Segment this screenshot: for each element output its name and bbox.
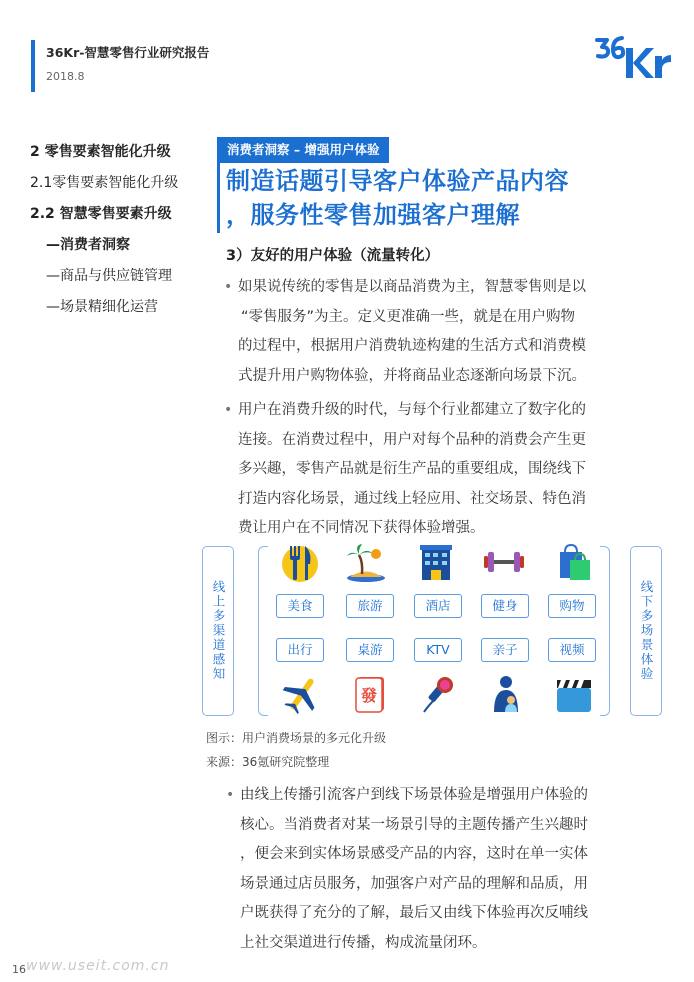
restaurant-icon <box>280 542 320 582</box>
bullet-line: 如果说传统的零售是以商品消费为主，智慧零售则是以 <box>238 279 586 295</box>
bullet-line: 式提升用户购物体验，并将商品业态逐渐向场景下沉。 <box>238 367 586 384</box>
scene-tag-video: 视频 <box>548 638 596 662</box>
header-accent-bar <box>31 40 35 92</box>
online-channels-label: 线上多渠道感知 <box>211 580 226 682</box>
scene-tag-ktv: KTV <box>414 638 462 662</box>
toc-item-supply-chain[interactable]: —商品与供应链管理 <box>46 268 172 284</box>
report-date: 2018.8 <box>46 70 85 83</box>
36kr-logo <box>594 34 672 80</box>
mahjong-char: 發 <box>360 686 378 705</box>
title-accent-rule <box>217 163 220 233</box>
watermark: www.useit.com.cn <box>26 958 170 974</box>
bullet-line: 场景通过店员服务，加强客户对产品的理解和品质，用 <box>240 875 588 892</box>
online-channels-box <box>202 546 234 716</box>
mahjong-icon <box>350 674 390 714</box>
bullet-line: 打造内容化场景，通过线上轻应用、社交场景、特色消 <box>238 490 586 507</box>
bullet-line: 由线上传播引流客户到线下场景体验是增强用户体验的 <box>240 787 588 803</box>
bullet-paragraph-1 <box>224 273 586 391</box>
toc-item-chapter[interactable]: 2 零售要素智能化升级 <box>30 144 171 160</box>
bullet-line: 多兴趣，零售产品就是衍生产品的重要组成，围绕线下 <box>238 461 586 477</box>
airplane-icon <box>282 674 322 714</box>
toc-item-consumer-insight[interactable]: —消费者洞察 <box>46 237 130 253</box>
scene-tag-board-games: 桌游 <box>346 638 394 662</box>
shopping-bag-icon <box>554 542 594 582</box>
scene-tag-hotel: 酒店 <box>414 594 462 618</box>
bullet-line: 用户在消费升级的时代，与每个行业都建立了数字化的 <box>238 402 586 418</box>
bullet-line: 上社交渠道进行传播，构成流量闭环。 <box>240 934 487 951</box>
scene-tag-travel: 旅游 <box>346 594 394 618</box>
figure-source: 来源：36氪研究院整理 <box>206 755 330 769</box>
bullet-paragraph-2 <box>224 396 586 544</box>
scene-tag-transport: 出行 <box>276 638 324 662</box>
microphone-icon <box>418 674 458 714</box>
page-number: 16 <box>12 963 26 976</box>
page-title-line-1: 制造话题引导客户体验产品内容 <box>226 167 569 195</box>
section-label: 消费者洞察 – 增强用户体验 <box>217 137 389 163</box>
family-icon <box>486 674 526 714</box>
toc-item-scene-operation[interactable]: —场景精细化运营 <box>46 299 158 315</box>
scene-tag-shopping: 购物 <box>548 594 596 618</box>
bullet-line: 的过程中，根据用户消费轨迹构建的生活方式和消费模 <box>238 338 586 354</box>
beach-icon <box>346 542 386 582</box>
dumbbell-icon <box>484 542 524 582</box>
bullet-line: 核心。当消费者对某一场景引导的主题传播产生兴趣时 <box>240 816 588 833</box>
bullet-dot: • <box>224 279 233 295</box>
bullet-dot: • <box>224 402 233 418</box>
consumption-scene-diagram <box>200 540 668 718</box>
page-title <box>226 164 646 232</box>
offline-scenes-label: 线下多场景体验 <box>639 580 654 682</box>
offline-scenes-box <box>630 546 662 716</box>
scene-tag-parent-child: 亲子 <box>481 638 529 662</box>
toc-item-section-2-1[interactable]: 2.1零售要素智能化升级 <box>30 175 179 191</box>
figure-caption: 图示：用户消费场景的多元化升级 <box>206 731 387 745</box>
toc-item-section-2-2[interactable]: 2.2 智慧零售要素升级 <box>30 206 172 222</box>
bullet-line: 费让用户在不同情况下获得体验增强。 <box>238 520 485 536</box>
bullet-line: 户既获得了充分的了解，最后又由线下体验再次反哺线 <box>240 905 588 921</box>
hotel-icon <box>416 542 456 582</box>
scene-tag-fitness: 健身 <box>481 594 529 618</box>
bullet-line: 连接。在消费过程中，用户对每个品种的消费会产生更 <box>238 431 586 448</box>
clapperboard-icon <box>554 674 594 714</box>
page-title-line-2: ，服务性零售加强客户理解 <box>226 201 520 229</box>
bullet-paragraph-3 <box>226 781 588 958</box>
table-of-contents <box>30 142 215 328</box>
report-title: 36Kr-智慧零售行业研究报告 <box>46 45 210 60</box>
bullet-line: “零售服务”为主。定义更准确一些，就是在用户购物 <box>241 308 576 325</box>
subheading: 3）友好的用户体验（流量转化） <box>226 248 440 264</box>
bullet-line: ，便会来到实体场景感受产品的内容，这时在单一实体 <box>240 846 588 862</box>
left-bracket <box>258 546 268 716</box>
scene-tag-food: 美食 <box>276 594 324 618</box>
right-bracket <box>600 546 610 716</box>
bullet-dot: • <box>226 787 235 803</box>
